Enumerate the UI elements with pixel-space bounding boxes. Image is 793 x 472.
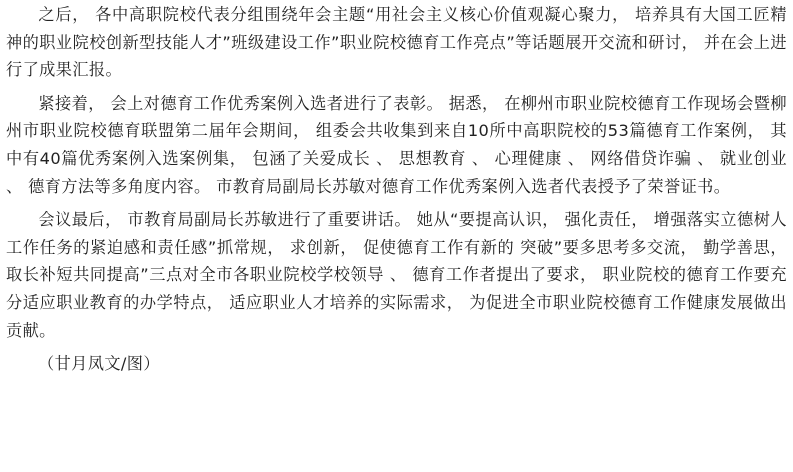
paragraph-case-commendation: 紧接着， 会上对德育工作优秀案例入选者进行了表彰。 据悉， 在柳州市职业院校德育工作现场会暨柳州市职业院校德育联盟第二届年会期间， 组委会共收集到来自10所中高职院校的53篇德育工作案例， 其中有40篇优秀案例入选案例集， 包涵了关爱成长 、 思想教育 、 心理健康 、 网络借贷诈骗 、 就业创业 、 德育方法等多角度内容。 市教育局副局长苏敏对德育工作优秀案例入选者代表授予了荣誉证书。 [6,93,787,196]
author-credit: （甘月凤文/图） [38,354,160,374]
article-body [6,0,787,472]
paragraph-closing-speech: 会议最后， 市教育局副局长苏敏进行了重要讲话。 她从“要提高认识， 强化责任， 增强落实立德树人工作任务的紧迫感和责任感”抓常规， 求创新， 促使德育工作有新的 突破”要多思考多交流， 勤学善思， 取长补短共同提高”三点对全市各职业院校学校领导 、 德育工作者提出了要求， 职业院校的德育工作要充分适应职业教育的办学特点， 适应职业人才培养的实际需求， 为促进全市职业院校德育工作健康发展做出贡献。 [6,210,787,340]
paragraph-exchange-and-report: 之后， 各中高职院校代表分组围绕年会主题“用社会主义核心价值观凝心聚力， 培养具有大国工匠精神的职业院校创新型技能人才”班级建设工作”职业院校德育工作亮点”等话题展开交流和研讨， 并在会上进行了成果汇报。 [6,5,787,80]
